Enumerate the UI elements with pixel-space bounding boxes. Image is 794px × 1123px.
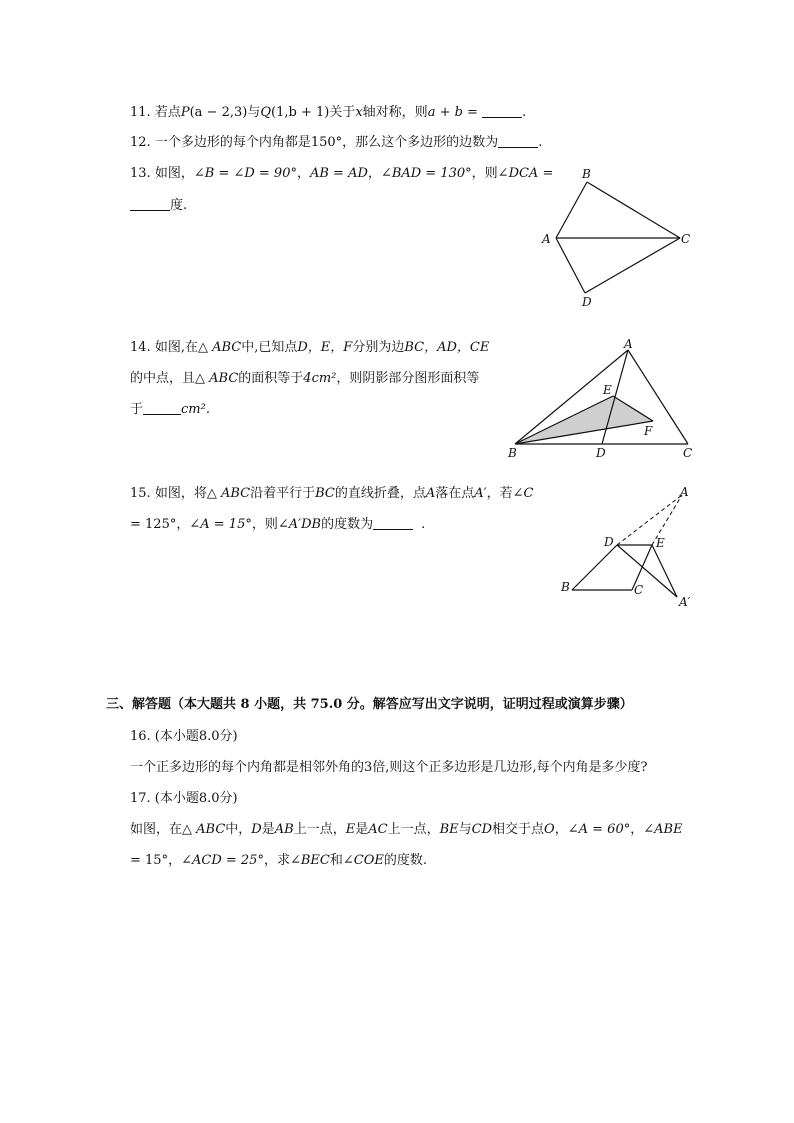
fig15-line-bd <box>572 545 617 590</box>
q14-l3c: . <box>205 402 210 417</box>
q14-l3a: 于 <box>130 402 144 417</box>
q17-l1m: 与 <box>458 822 472 837</box>
q11-number: 11. <box>130 105 151 120</box>
q11-text-3: 关于 <box>329 105 356 120</box>
fig13-label-c: C <box>681 232 691 246</box>
q14-l1c: 中,已知点 <box>241 340 298 355</box>
fig15-line-ea2 <box>652 545 677 597</box>
q17-l2b: ， <box>168 853 182 868</box>
q14-l3b: cm² <box>181 402 206 417</box>
q12-text-1: 一个多边形的每个内角都是 <box>154 135 311 150</box>
q17-l1a: 如图，在 <box>130 822 183 837</box>
fig14-label-f: F <box>644 424 653 438</box>
fig15-line-da2 <box>617 545 677 597</box>
q13-math-4: ∠DCA = <box>497 166 554 181</box>
q11-text-1: 若点 <box>154 105 181 120</box>
q17-l1r: ∠A = 60° <box>567 822 631 837</box>
fig15-dashed-da <box>617 495 682 545</box>
q15-l2a: = 125° <box>130 517 177 532</box>
q15-l1b: △ ABC <box>206 486 251 501</box>
q11-x: x <box>355 105 363 120</box>
q17-l1i: 是 <box>355 822 369 837</box>
q17-l1c: 中， <box>225 822 252 837</box>
q11-coord-p: (a − 2,3) <box>189 105 248 120</box>
question-17-header: 17. (本小题8.0分) <box>130 791 238 806</box>
q14-l1d: D，E，F <box>297 340 353 355</box>
q11-text-4: 轴对称，则 <box>362 105 428 120</box>
fig14-label-d: D <box>596 446 606 460</box>
q17-l2g: ∠COE <box>342 853 384 868</box>
q14-l1f: BC，AD，CE <box>404 340 490 355</box>
fig13-label-b: B <box>582 167 591 181</box>
q14-l2b: △ ABC <box>195 371 239 386</box>
q15-l1e: 的直线折叠，点 <box>334 486 426 501</box>
q17-l1s: ， <box>630 822 644 837</box>
q15-l1f: A <box>425 486 436 501</box>
q15-l2e: ∠A′DB <box>277 517 322 532</box>
fig13-label-a: A <box>542 232 551 246</box>
q14-l1a: 如图,在 <box>154 340 198 355</box>
question-17-line-1 <box>130 821 683 839</box>
q17-l1b: △ ABC <box>182 822 226 837</box>
fig14-label-a: A <box>624 337 633 351</box>
fig13-label-d: D <box>582 295 592 309</box>
q15-l1h: A′ <box>474 486 487 501</box>
q11-coord-q: (1,b + 1) <box>271 105 330 120</box>
q13-text-1: 如图， <box>154 166 194 181</box>
q17-l1e: 是 <box>261 822 275 837</box>
question-16-header: 16. (本小题8.0分) <box>130 729 238 744</box>
q17-l1d: D <box>251 822 262 837</box>
q11-end: . <box>522 105 527 120</box>
q11-point-q: Q <box>260 105 272 120</box>
q17-l1t: ∠ABE <box>643 822 683 837</box>
fig14-label-e: E <box>603 383 612 397</box>
q17-l1q: ， <box>554 822 568 837</box>
q14-l2a: 的中点，且 <box>130 371 196 386</box>
q15-l2c: ∠A = 15° <box>189 517 252 532</box>
q14-l2e: ，则阴影部分图形面积等 <box>336 371 480 386</box>
q15-number: 15. <box>130 486 151 501</box>
fig15-label-c: C <box>634 583 644 597</box>
q14-l2d: 4cm² <box>303 371 337 386</box>
q13-math-3: ∠BAD = 130° <box>380 166 472 181</box>
q15-l1j: ∠C <box>512 486 534 501</box>
q15-l1d: BC <box>315 486 335 501</box>
fig15-label-d: D <box>604 535 614 549</box>
q17-l1g: 上一点， <box>293 822 346 837</box>
q13-sep-2: ， <box>367 166 381 181</box>
q14-number: 14. <box>130 340 151 355</box>
q13-sep-1: ， <box>296 166 310 181</box>
q17-l1n: CD <box>471 822 493 837</box>
q17-l2a: = 15° <box>130 853 169 868</box>
q15-l2g: . <box>421 517 426 532</box>
q17-l2c: ∠ACD = 25° <box>181 853 264 868</box>
q12-angle: 150° <box>310 135 343 150</box>
q15-l1i: ，若 <box>486 486 513 501</box>
q11-text-2: 与 <box>247 105 261 120</box>
q17-l1p: O <box>544 822 555 837</box>
q13-unit: 度. <box>170 198 188 213</box>
q15-l1g: 落在点 <box>435 486 475 501</box>
q17-l2f: 和 <box>329 853 343 868</box>
question-17-line-2 <box>130 852 427 870</box>
fig14-label-b: B <box>508 446 517 460</box>
q17-l1f: AB <box>274 822 294 837</box>
q17-l1j: AC <box>368 822 388 837</box>
q13-text-2: ，则 <box>471 166 498 181</box>
fig15-label-b: B <box>561 580 570 594</box>
q12-text-2: ，那么这个多边形的边数为 <box>342 135 499 150</box>
q17-l2h: 的度数. <box>383 853 428 868</box>
q13-number: 13. <box>130 166 151 181</box>
q17-l1h: E <box>345 822 356 837</box>
q14-l1e: 分别为边 <box>352 340 405 355</box>
fig15-label-a: A <box>680 485 689 499</box>
q12-number: 12. <box>130 135 151 150</box>
q15-l1a: 如图，将 <box>154 486 207 501</box>
fig15-label-e: E <box>656 536 665 550</box>
section-3-header: 三、解答题（本大题共 8 小题，共 75.0 分。解答应写出文字说明，证明过程或演算步骤） <box>106 697 633 712</box>
q17-l1o: 相交于点 <box>492 822 545 837</box>
q14-l1b: △ ABC <box>197 340 242 355</box>
q15-l1c: 沿着平行于 <box>250 486 316 501</box>
q11-expression: a + b = <box>427 105 478 120</box>
question-16-body: 一个正多边形的每个内角都是相邻外角的3倍,则这个正多边形是几边形,每个内角是多少度? <box>130 760 648 775</box>
q15-l2f: 的度数为 <box>321 517 374 532</box>
q17-l2d: ，求 <box>263 853 290 868</box>
q13-math-1: ∠B = ∠D = 90° <box>193 166 297 181</box>
q15-l2b: ， <box>176 517 190 532</box>
fig14-label-c: C <box>683 446 693 460</box>
fig15-label-a-prime: A′ <box>679 595 691 609</box>
q17-l1k: 上一点， <box>387 822 440 837</box>
q11-point-p: P <box>180 105 190 120</box>
q15-l2d: ，则 <box>251 517 278 532</box>
q17-l2e: ∠BEC <box>289 853 330 868</box>
q17-l1l: BE <box>439 822 459 837</box>
q14-l2c: 的面积等于 <box>238 371 304 386</box>
q12-end: . <box>538 135 543 150</box>
q13-math-2: AB = AD <box>309 166 368 181</box>
